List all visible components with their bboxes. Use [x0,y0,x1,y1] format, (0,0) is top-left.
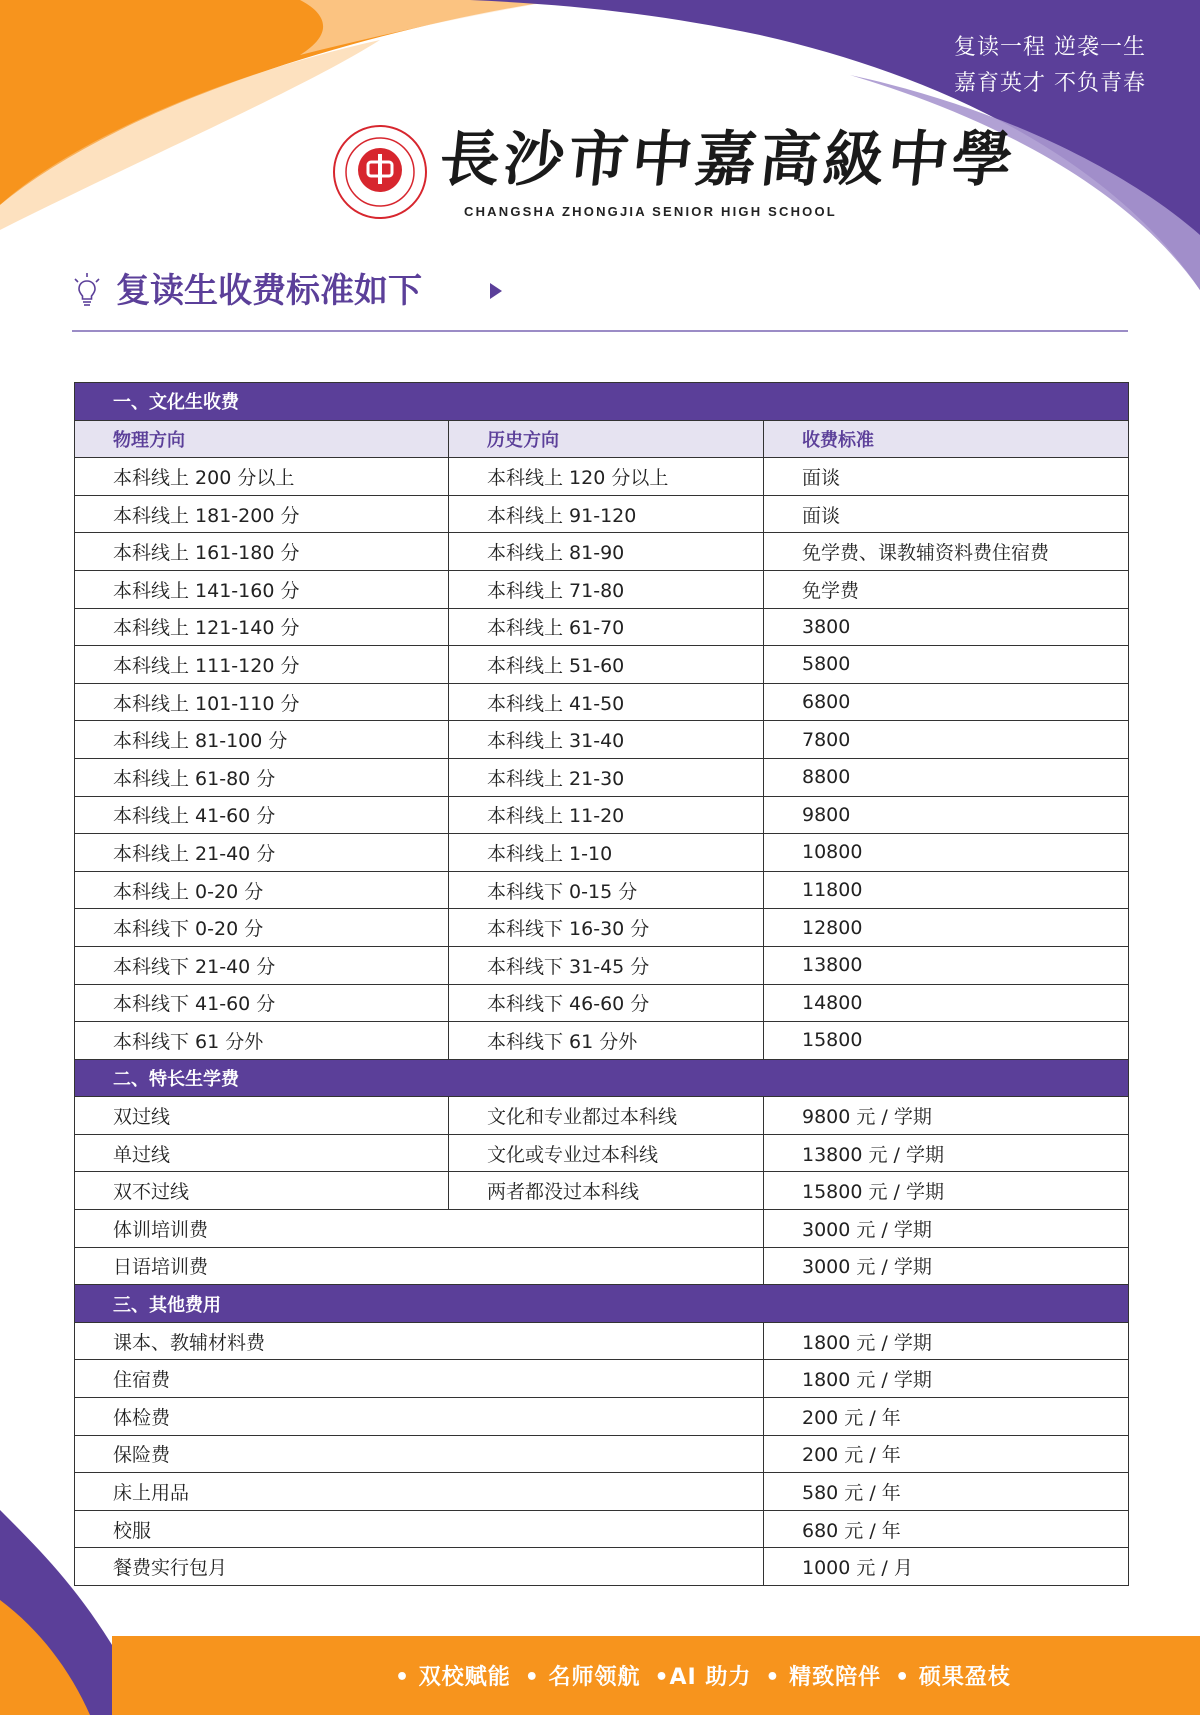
table-row [75,1097,1129,1135]
fee-cell: 8800 [764,758,1129,796]
history-score-cell: 本科线下 0-15 分 [449,871,764,909]
category-cell: 双不过线 [75,1172,449,1210]
fee-cell: 1800 元 / 学期 [764,1360,1129,1398]
physics-score-cell: 本科线上 200 分以上 [75,458,449,496]
column-header-row [75,420,1129,458]
footer-slogan-item: • 精致陪伴 [765,1665,882,1690]
history-score-cell: 本科线上 71-80 [449,570,764,608]
fee-cell: 10800 [764,834,1129,872]
lightbulb-icon [72,272,102,308]
table-row [75,796,1129,834]
fee-cell: 3000 元 / 学期 [764,1210,1129,1248]
item-cell: 餐费实行包月 [75,1548,764,1586]
item-cell: 课本、教辅材料费 [75,1322,764,1360]
fee-cell: 面谈 [764,495,1129,533]
physics-score-cell: 本科线上 121-140 分 [75,608,449,646]
item-cell: 日语培训费 [75,1247,764,1285]
item-cell: 校服 [75,1510,764,1548]
physics-score-cell: 本科线上 141-160 分 [75,570,449,608]
fee-cell: 13800 [764,946,1129,984]
physics-score-cell: 本科线上 81-100 分 [75,721,449,759]
history-score-cell: 本科线下 46-60 分 [449,984,764,1022]
section-title: 三、其他费用 [75,1285,1129,1323]
fee-cell: 680 元 / 年 [764,1510,1129,1548]
fee-cell: 13800 元 / 学期 [764,1134,1129,1172]
table-row [75,608,1129,646]
item-cell: 床上用品 [75,1473,764,1511]
item-cell: 体检费 [75,1398,764,1436]
table-row [75,984,1129,1022]
fee-cell: 15800 元 / 学期 [764,1172,1129,1210]
table-row [75,1398,1129,1436]
section-header-other [75,1285,1129,1323]
school-name-english: CHANGSHA ZHONGJIA SENIOR HIGH SCHOOL [464,204,837,219]
table-row [75,946,1129,984]
history-score-cell: 本科线上 41-50 [449,683,764,721]
fee-cell: 9800 [764,796,1129,834]
item-cell: 体训培训费 [75,1210,764,1248]
table-row [75,1134,1129,1172]
table-row [75,1548,1129,1586]
table-row [75,1172,1129,1210]
physics-score-cell: 本科线上 41-60 分 [75,796,449,834]
table-row [75,909,1129,947]
history-score-cell: 本科线上 51-60 [449,646,764,684]
physics-score-cell: 本科线上 61-80 分 [75,758,449,796]
fee-cell: 12800 [764,909,1129,947]
condition-cell: 两者都没过本科线 [449,1172,764,1210]
fee-cell: 免学费、课教辅资料费住宿费 [764,533,1129,571]
table-row [75,1360,1129,1398]
section-header-culture [75,383,1129,421]
fee-cell: 15800 [764,1022,1129,1060]
footer-slogan-item: •AI 助力 [654,1665,752,1690]
fee-table [74,382,1129,1586]
fee-cell: 5800 [764,646,1129,684]
table-row [75,1473,1129,1511]
fee-cell: 3000 元 / 学期 [764,1247,1129,1285]
physics-score-cell: 本科线上 21-40 分 [75,834,449,872]
fee-cell: 11800 [764,871,1129,909]
table-row [75,1022,1129,1060]
column-header-physics: 物理方向 [75,420,449,458]
physics-score-cell: 本科线上 0-20 分 [75,871,449,909]
history-score-cell: 本科线上 61-70 [449,608,764,646]
fee-cell: 9800 元 / 学期 [764,1097,1129,1135]
footer-slogan-item: • 名师领航 [524,1665,641,1690]
history-score-cell: 本科线上 91-120 [449,495,764,533]
history-score-cell: 本科线下 61 分外 [449,1022,764,1060]
footer-slogan-item: • 硕果盈枝 [895,1665,1011,1690]
fee-cell: 200 元 / 年 [764,1435,1129,1473]
fee-cell: 7800 [764,721,1129,759]
physics-score-cell: 本科线上 111-120 分 [75,646,449,684]
table-row [75,1322,1129,1360]
condition-cell: 文化和专业都过本科线 [449,1097,764,1135]
category-cell: 双过线 [75,1097,449,1135]
history-score-cell: 本科线下 31-45 分 [449,946,764,984]
section-header-special [75,1059,1129,1097]
school-logo [332,122,1020,232]
history-score-cell: 本科线上 21-30 [449,758,764,796]
footer-slogan-item: • 双校赋能 [395,1665,511,1690]
slogan-line-1: 复读一程 逆袭一生 [954,35,1146,60]
fee-cell: 面谈 [764,458,1129,496]
footer-slogans [395,1660,1025,1691]
fee-cell: 1800 元 / 学期 [764,1322,1129,1360]
item-cell: 保险费 [75,1435,764,1473]
section-title: 二、特长生学费 [75,1059,1129,1097]
fee-cell: 免学费 [764,570,1129,608]
table-row [75,570,1129,608]
fee-cell: 3800 [764,608,1129,646]
school-name-chinese: 長沙市中嘉高級中學 [436,125,1020,195]
table-row [75,834,1129,872]
table-row [75,1247,1129,1285]
slogan [954,30,1146,102]
physics-score-cell: 本科线上 101-110 分 [75,683,449,721]
fee-cell: 6800 [764,683,1129,721]
physics-score-cell: 本科线下 41-60 分 [75,984,449,1022]
history-score-cell: 本科线下 16-30 分 [449,909,764,947]
fee-cell: 1000 元 / 月 [764,1548,1129,1586]
history-score-cell: 本科线上 1-10 [449,834,764,872]
section-title: 一、文化生收费 [75,383,1129,421]
table-row [75,646,1129,684]
table-row [75,495,1129,533]
fee-cell: 200 元 / 年 [764,1398,1129,1436]
page-title: 复读生收费标准如下 [116,271,422,311]
item-cell: 住宿费 [75,1360,764,1398]
slogan-line-2: 嘉育英才 不负青春 [954,71,1146,96]
section-heading [72,268,1128,318]
physics-score-cell: 本科线上 181-200 分 [75,495,449,533]
physics-score-cell: 本科线上 161-180 分 [75,533,449,571]
table-row [75,1210,1129,1248]
physics-score-cell: 本科线下 0-20 分 [75,909,449,947]
physics-score-cell: 本科线下 21-40 分 [75,946,449,984]
table-row [75,533,1129,571]
condition-cell: 文化或专业过本科线 [449,1134,764,1172]
history-score-cell: 本科线上 120 分以上 [449,458,764,496]
fee-cell: 14800 [764,984,1129,1022]
table-row [75,683,1129,721]
school-seal-icon [332,124,428,220]
table-row [75,871,1129,909]
column-header-history: 历史方向 [449,420,764,458]
table-row [75,458,1129,496]
history-score-cell: 本科线上 31-40 [449,721,764,759]
history-score-cell: 本科线上 81-90 [449,533,764,571]
table-row [75,758,1129,796]
category-cell: 单过线 [75,1134,449,1172]
triangle-arrow-icon [488,282,504,300]
history-score-cell: 本科线上 11-20 [449,796,764,834]
column-header-fee: 收费标准 [764,420,1129,458]
heading-divider [72,330,1128,332]
table-row [75,721,1129,759]
table-row [75,1435,1129,1473]
table-row [75,1510,1129,1548]
fee-cell: 580 元 / 年 [764,1473,1129,1511]
physics-score-cell: 本科线下 61 分外 [75,1022,449,1060]
